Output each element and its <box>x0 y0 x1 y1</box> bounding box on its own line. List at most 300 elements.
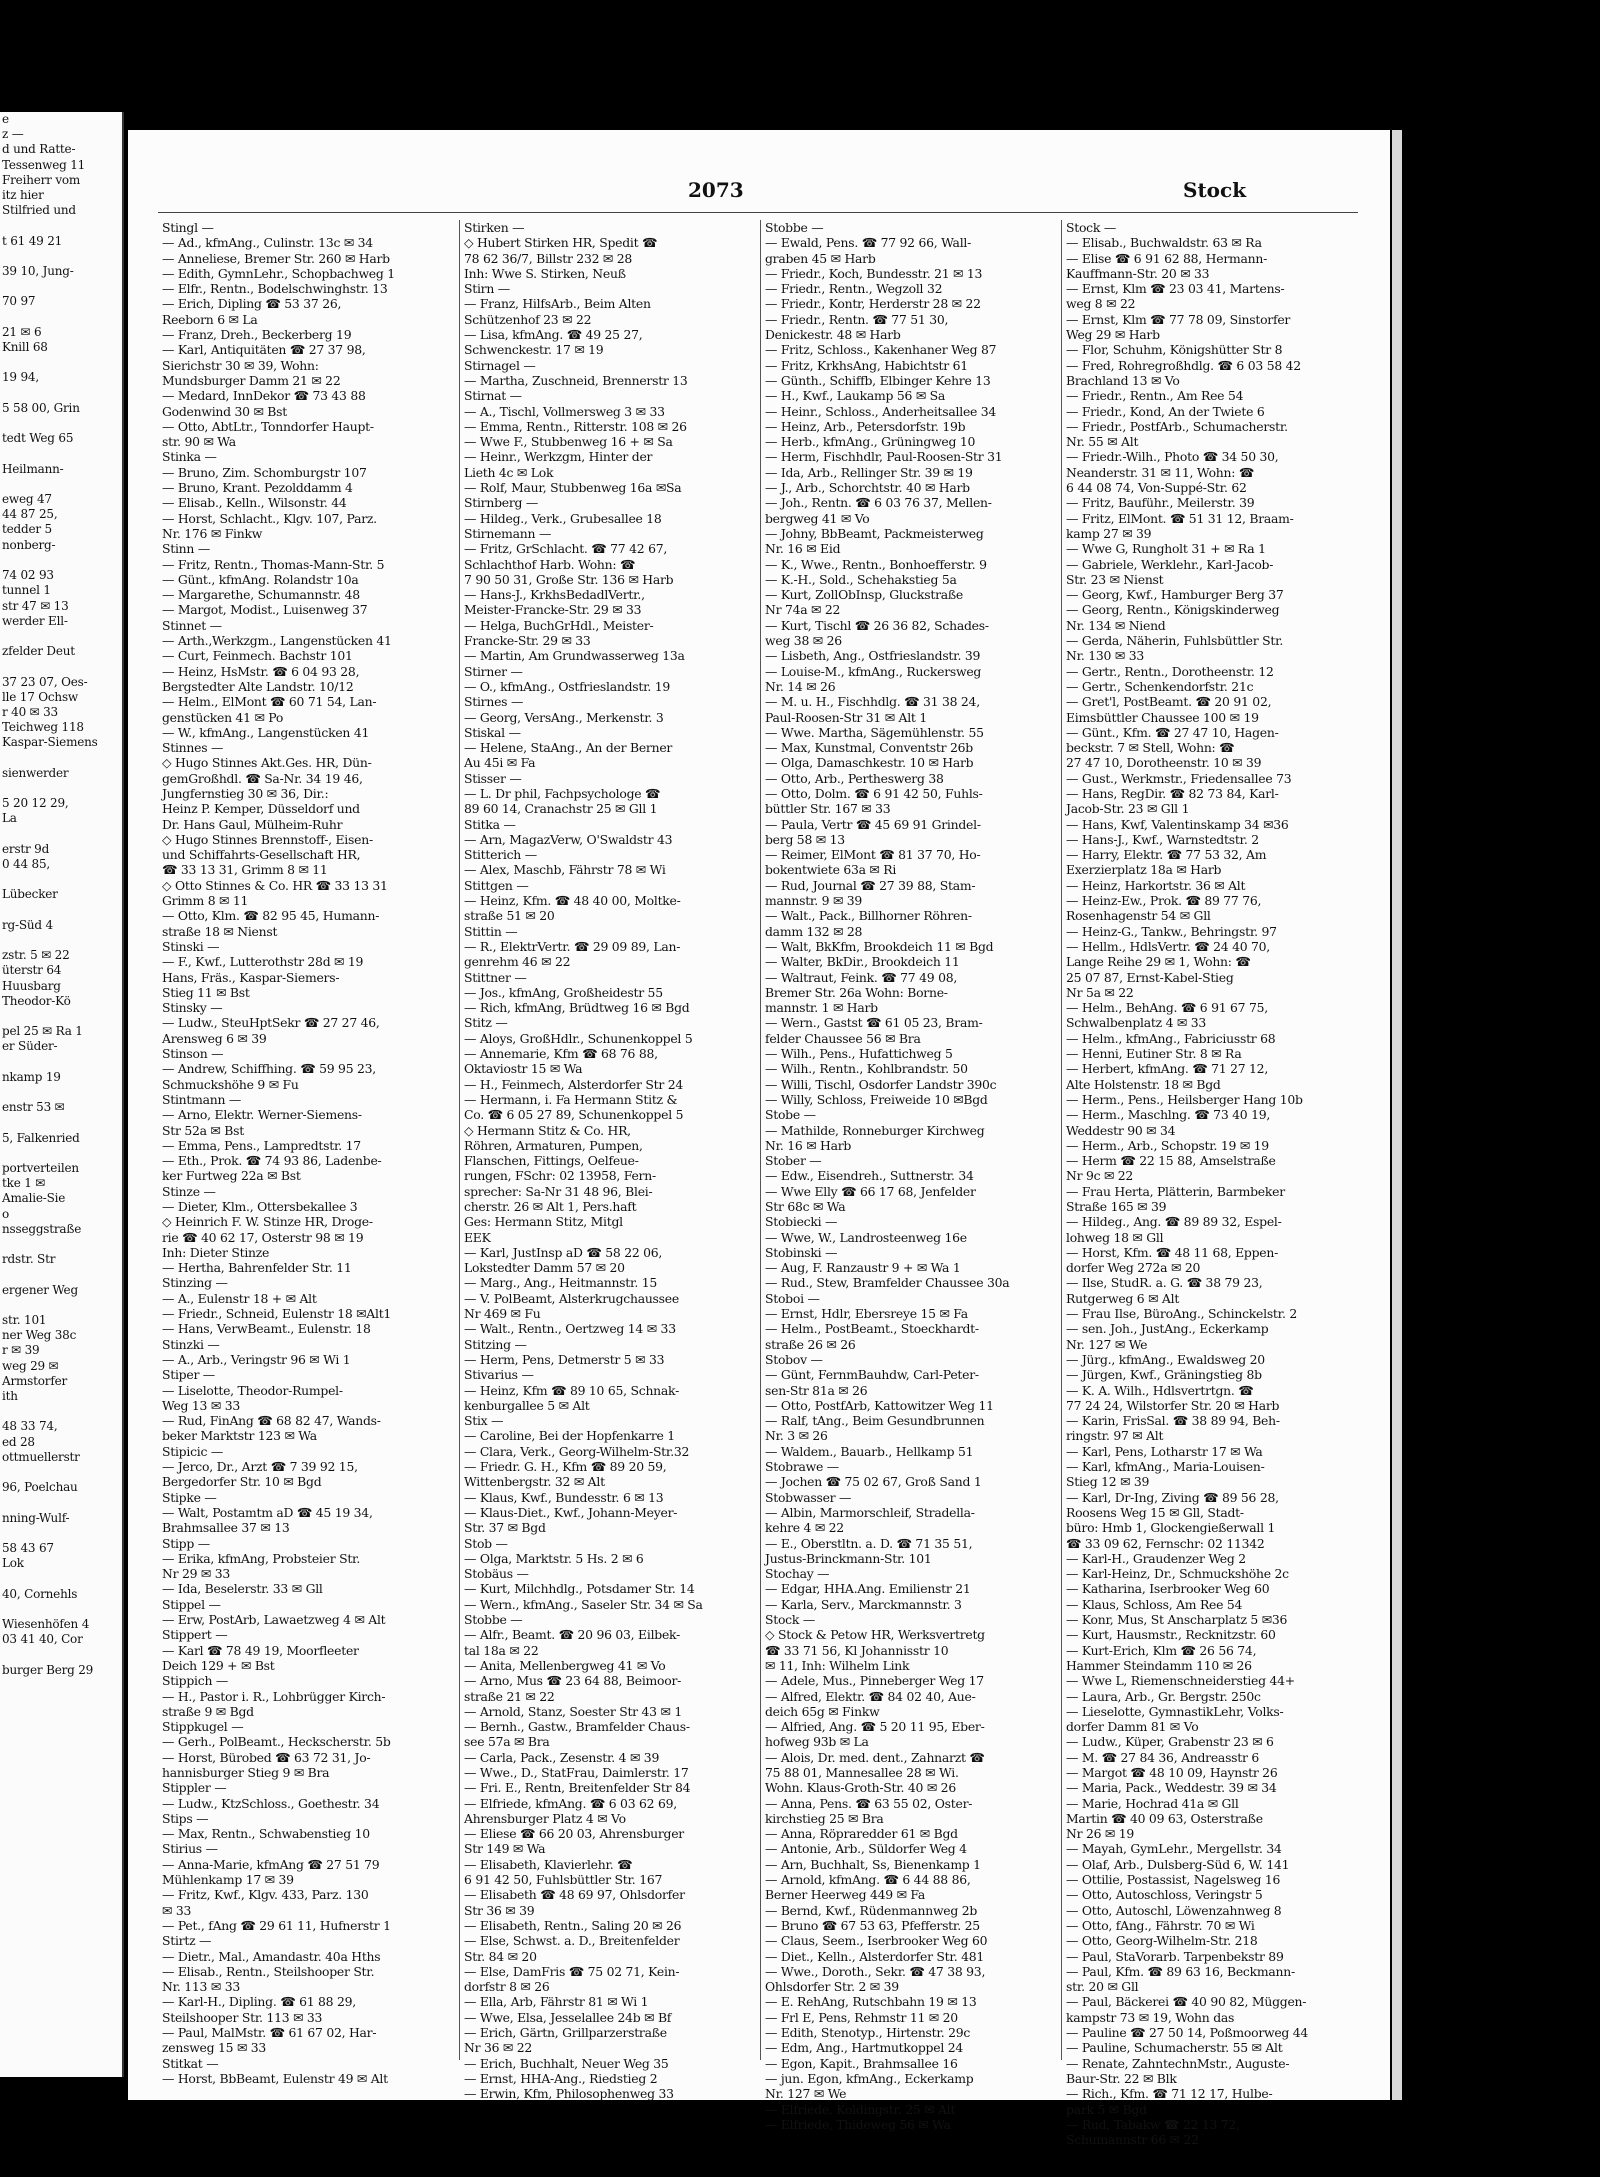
directory-entry-line: — Wwe., Doroth., Sekr. ☎ 47 38 93, <box>765 1963 986 1979</box>
directory-entry-line: — Friedr., Koch, Bundesstr. 21 ✉ 13 <box>765 265 983 281</box>
directory-entry-line: — Günt., Kfm. ☎ 27 47 10, Hagen- <box>1066 724 1279 740</box>
directory-entry-line: — Heinz, Kfm ☎ 89 10 65, Schnak- <box>464 1382 680 1398</box>
directory-entry-line: — Otto, PostfArb, Kattowitzer Weg 11 <box>765 1397 994 1413</box>
left-page-line: burger Berg 29 <box>2 1662 94 1677</box>
directory-entry-line: Hans, Fräs., Kaspar-Siemers- <box>162 969 340 985</box>
directory-entry-line: Ohlsdorfer Str. 2 ✉ 39 <box>765 1979 899 1995</box>
directory-entry-line: — Helm., BehAng. ☎ 6 91 67 75, <box>1066 1000 1268 1016</box>
directory-entry-line: Stittin — <box>464 923 518 939</box>
directory-entry-line: — Günth., Schiffb, Elbinger Kehre 13 <box>765 372 991 388</box>
left-page-line: zfelder Deut <box>2 644 75 659</box>
directory-entry-line: 7 90 50 31, Große Str. 136 ✉ Harb <box>464 571 674 587</box>
directory-entry-line: str. 20 ✉ Gll <box>1066 1979 1139 1995</box>
directory-entry-line: — Medard, InnDekor ☎ 73 43 88 <box>162 388 366 404</box>
directory-entry-line: — Aug, F. Ranzaustr 9 + ✉ Wa 1 <box>765 1260 961 1276</box>
directory-entry-line: Brachland 13 ✉ Vo <box>1066 372 1180 388</box>
directory-entry-line: — Herm, Pens, Detmerstr 5 ✉ 33 <box>464 1351 665 1367</box>
directory-entry-line: — Marie, Hochrad 41a ✉ Gll <box>1066 1795 1239 1811</box>
page-header <box>128 178 1390 208</box>
directory-entry-line: — Olga, Marktstr. 5 Hs. 2 ✉ 6 <box>464 1550 644 1566</box>
directory-entry-line: — Bernd, Kwf., Rüdenmannweg 2b <box>765 1902 978 1918</box>
directory-entry-line: — Martha, Zuschneid, Brennerstr 13 <box>464 372 688 388</box>
directory-entry-line: — Carla, Pack., Zesenstr. 4 ✉ 39 <box>464 1749 660 1765</box>
directory-entry-line: — Ernst, Hdlr, Ebersreye 15 ✉ Fa <box>765 1306 968 1322</box>
directory-entry-line: — Edith, GymnLehr., Schopbachweg 1 <box>162 265 395 281</box>
directory-entry-line: — Friedr., Kontr, Herderstr 28 ✉ 22 <box>765 296 981 312</box>
left-page-line <box>0 1146 122 1161</box>
left-page-line: La <box>2 811 17 826</box>
directory-entry-line: — Heinr., Schloss., Anderheitsallee 34 <box>765 403 997 419</box>
directory-entry-line: — Karl-Heinz, Dr., Schmuckshöhe 2c <box>1066 1566 1289 1582</box>
directory-entry-line: Stirner — <box>464 663 523 679</box>
directory-entry-line: — Paul, StaVorarb. Tarpenbekstr 89 <box>1066 1948 1284 1964</box>
directory-entry-line: — Klaus-Diet., Kwf., Johann-Meyer- <box>464 1504 678 1520</box>
directory-entry-line: — Claus, Seem., Iserbrooker Weg 60 <box>765 1933 988 1949</box>
directory-entry-line: — Wwe, W., Landrosteenweg 16e <box>765 1229 967 1245</box>
directory-entry-line: Röhren, Armaturen, Pumpen, <box>464 1137 643 1153</box>
directory-entry-line: — Marg., Ang., Heitmannstr. 15 <box>464 1275 657 1291</box>
directory-entry-line: Stitzing — <box>464 1336 527 1352</box>
directory-entry-line: — Helm., kfmAng., Fabriciusstr 68 <box>1066 1030 1276 1046</box>
directory-entry-line: — F., Kwf., Lutterothstr 28d ✉ 19 <box>162 954 364 970</box>
running-head: Stock <box>1183 178 1247 202</box>
directory-entry-line: Weddestr 90 ✉ 34 <box>1066 1122 1176 1138</box>
directory-entry-line: — Karin, FrisSal. ☎ 38 89 94, Beh- <box>1066 1413 1280 1429</box>
directory-entry-line: — Alois, Dr. med. dent., Zahnarzt ☎ <box>765 1749 985 1765</box>
directory-entry-line: Exerzierplatz 18a ✉ Harb <box>1066 862 1222 878</box>
left-page-line: 5, Falkenried <box>2 1130 80 1145</box>
directory-entry-line: — Franz, HilfsArb., Beim Alten <box>464 296 651 312</box>
directory-columns <box>158 220 1363 2148</box>
directory-entry-line: — Heinr., Werkzgm, Hinter der <box>464 449 653 465</box>
directory-entry-line: Stinson — <box>162 1046 224 1062</box>
directory-entry-line: Steilshooper Str. 113 ✉ 33 <box>162 2009 323 2025</box>
directory-entry-line: — Fritz, GrSchlacht. ☎ 77 42 67, <box>464 541 668 557</box>
directory-entry-line: sen-Str 81a ✉ 26 <box>765 1382 868 1398</box>
directory-entry-line: — Clara, Verk., Georg-Wilhelm-Str.32 <box>464 1443 690 1459</box>
left-page-line: 70 97 <box>2 294 36 309</box>
directory-entry-line: Weg 13 ✉ 33 <box>162 1397 240 1413</box>
directory-entry-line: — Ernst, Klm ☎ 23 03 41, Martens- <box>1066 281 1285 297</box>
directory-entry-line: — Otto, Dolm. ☎ 6 91 42 50, Fuhls- <box>765 785 983 801</box>
left-page-line <box>0 446 122 461</box>
left-page-line: Teichweg 118 <box>2 720 84 735</box>
directory-entry-line: Stobe — <box>765 1107 816 1123</box>
directory-column-4 <box>1061 220 1342 2148</box>
directory-entry-line: — Paul, Bäckerei ☎ 40 90 82, Müggen- <box>1066 1994 1307 2010</box>
directory-entry-line: — Ida, Beselerstr. 33 ✉ Gll <box>162 1581 323 1597</box>
directory-entry-line: — Annemarie, Kfm ☎ 68 76 88, <box>464 1046 658 1062</box>
directory-entry-line: — Otto, Georg-Wilhelm-Str. 218 <box>1066 1933 1258 1949</box>
directory-entry-line: Co. ☎ 6 05 27 89, Schunenkoppel 5 <box>464 1107 684 1123</box>
left-page-line <box>0 218 122 233</box>
directory-entry-line: — Herm., Pens., Heilsberger Hang 10b <box>1066 1091 1303 1107</box>
directory-entry-line: — J., Arb., Schorchtstr. 40 ✉ Harb <box>765 480 970 496</box>
directory-entry-line: — Pet., fAng ☎ 29 61 11, Hufnerstr 1 <box>162 1917 391 1933</box>
directory-entry-line: Wohn. Klaus-Groth-Str. 40 ✉ 26 <box>765 1780 956 1796</box>
directory-entry-line: Schwenckestr. 17 ✉ 19 <box>464 342 604 358</box>
directory-entry-line: — Ella, Arb, Fährstr 81 ✉ Wi 1 <box>464 1994 649 2010</box>
left-page-line: 5 20 12 29, <box>2 796 69 811</box>
directory-entry-line: Nr. 3 ✉ 26 <box>765 1428 828 1444</box>
left-page-line: lle 17 Ochsw <box>2 689 78 704</box>
directory-entry-line: Ahrensburger Platz 4 ✉ Vo <box>464 1810 626 1826</box>
directory-entry-line: cherstr. 26 ✉ Alt 1, Pers.haft <box>464 1199 637 1214</box>
directory-entry-line: — Klaus, Schloss, Am Ree 54 <box>1066 1596 1243 1612</box>
directory-entry-line: rie ☎ 40 62 17, Osterstr 98 ✉ 19 <box>162 1229 364 1245</box>
directory-entry-line: — H., Pastor i. R., Lohbrügger Kirch- <box>162 1688 386 1704</box>
directory-entry-line: — Paula, Vertr ☎ 45 69 91 Grindel- <box>765 816 981 832</box>
directory-entry-line: — V. PolBeamt, Alsterkrugchaussee <box>464 1290 679 1306</box>
left-page-line: Theodor-Kö <box>2 993 71 1008</box>
directory-entry-line: 25 07 87, Ernst-Kabel-Stieg <box>1066 969 1234 985</box>
directory-entry-line: — Waldem., Bauarb., Hellkamp 51 <box>765 1443 974 1459</box>
directory-entry-line: — Alfred, Elektr. ☎ 84 02 40, Aue- <box>765 1688 976 1704</box>
directory-entry-line: Nr. 127 ✉ We <box>765 2086 847 2102</box>
directory-entry-line: ker Furtweg 22a ✉ Bst <box>162 1168 301 1184</box>
left-page-line <box>0 1115 122 1130</box>
directory-entry-line: — Edgar, HHA.Ang. Emilienstr 21 <box>765 1581 971 1597</box>
directory-entry-line: Stock — <box>1066 220 1116 235</box>
directory-entry-line: — Gret'l, PostBeamt. ☎ 20 91 02, <box>1066 694 1272 710</box>
directory-entry-line: — Antonie, Arb., Süldorfer Weg 4 <box>765 1841 967 1857</box>
directory-entry-line: Stinka — <box>162 449 217 465</box>
directory-entry-line: Stirnemann — <box>464 525 552 541</box>
left-page-line: Lübecker <box>2 887 58 902</box>
directory-entry-line: — Alfr., Beamt. ☎ 20 96 03, Eilbek- <box>464 1627 681 1643</box>
left-page-line: 39 10, Jung- <box>2 264 74 279</box>
directory-entry-line: Stix — <box>464 1413 504 1429</box>
directory-entry-line: weg 8 ✉ 22 <box>1066 296 1136 312</box>
directory-entry-line: Schumannstr 66 ✉ 22 <box>1066 2132 1199 2148</box>
directory-entry-line: — Wwe F., Stubbenweg 16 + ✉ Sa <box>464 434 673 450</box>
directory-entry-line: — Elisabeth, Rentn., Saling 20 ✉ 26 <box>464 1917 682 1933</box>
directory-entry-line: — Karl, Antiquitäten ☎ 27 37 98, <box>162 342 366 358</box>
directory-entry-line: Stitka — <box>464 816 516 832</box>
directory-entry-line: — Herm ☎ 22 15 88, Amselstraße <box>1066 1153 1276 1169</box>
directory-entry-line: Stirn — <box>464 281 510 297</box>
directory-entry-line: — Friedr., Schneid, Eulenstr 18 ✉Alt1 <box>162 1306 392 1322</box>
directory-entry-line: ◇ Stock & Petow HR, Werksvertretg <box>765 1627 985 1643</box>
directory-entry-line: Stippler — <box>162 1780 227 1796</box>
directory-entry-line: Paul-Roosen-Str 31 ✉ Alt 1 <box>765 709 927 725</box>
directory-entry-line: Hammer Steindamm 110 ✉ 26 <box>1066 1657 1252 1673</box>
directory-entry-line: — Lisa, kfmAng. ☎ 49 25 27, <box>464 327 643 343</box>
directory-entry-line: Stobinski — <box>765 1244 838 1260</box>
directory-entry-line: Nr. 176 ✉ Finkw <box>162 525 263 541</box>
directory-entry-line: beckstr. 7 ✉ Stell, Wohn: ☎ <box>1066 740 1235 756</box>
directory-entry-line: — Otto, Autoschloss, Veringstr 5 <box>1066 1887 1263 1903</box>
directory-entry-line: — Flor, Schuhm, Königshütter Str 8 <box>1066 342 1283 358</box>
directory-entry-line: ✉ 11, Inh: Wilhelm Link <box>765 1657 910 1673</box>
directory-entry-line: Bergstedter Alte Landstr. 10/12 <box>162 678 354 694</box>
directory-entry-line: — Katharina, Iserbrooker Weg 60 <box>1066 1581 1270 1597</box>
left-page-line: nonberg- <box>2 537 56 552</box>
directory-entry-line: 27 47 10, Dorotheenstr. 10 ✉ 39 <box>1066 755 1262 771</box>
directory-entry-line: — Ottilie, Postassist, Nagelsweg 16 <box>1066 1872 1281 1888</box>
directory-entry-line: — Wwe G, Rungholt 31 + ✉ Ra 1 <box>1066 541 1266 557</box>
directory-entry-line: kehre 4 ✉ 22 <box>765 1520 844 1536</box>
left-page-line <box>0 1267 122 1282</box>
directory-entry-line: — Ludw., Küper, Grabenstr 23 ✉ 6 <box>1066 1734 1274 1750</box>
directory-entry-line: — Erich, Dipling ☎ 53 37 26, <box>162 296 342 312</box>
directory-entry-line: — Jos., kfmAng, Großheidestr 55 <box>464 984 663 1000</box>
directory-entry-line: — Rolf, Maur, Stubbenweg 16a ✉Sa <box>464 480 682 496</box>
left-page-line <box>0 827 122 842</box>
directory-entry-line: Jungfernstieg 30 ✉ 36, Dir.: <box>162 785 329 801</box>
directory-entry-line: — Otto, Arb., Pertheswerg 38 <box>765 770 944 786</box>
directory-entry-line: — Elisabeth ☎ 48 69 97, Ohlsdorfer <box>464 1887 685 1903</box>
directory-entry-line: — Ida, Arb., Rellinger Str. 39 ✉ 19 <box>765 464 973 480</box>
directory-entry-line: — Fritz, Rentn., Thomas-Mann-Str. 5 <box>162 556 385 572</box>
directory-entry-line: — Friedr.-Wilh., Photo ☎ 34 50 30, <box>1066 449 1279 465</box>
directory-entry-line: — Elfriede, Koldingstr. 25 ✉ Alt <box>765 2101 956 2117</box>
directory-entry-line: — Ad., kfmAng., Culinstr. 13c ✉ 34 <box>162 235 373 251</box>
directory-entry-line: — K.-H., Sold., Schehakstieg 5a <box>765 571 957 587</box>
directory-entry-line: — Rud., Stew, Bramfelder Chaussee 30a <box>765 1275 1010 1291</box>
directory-entry-line: — Rud, Journal ☎ 27 39 88, Stam- <box>765 877 976 893</box>
left-page-line: Amalie-Sie <box>2 1191 66 1206</box>
directory-entry-line: Str. 37 ✉ Bgd <box>464 1520 546 1536</box>
directory-entry-line: — Mathilde, Ronneburger Kirchweg <box>765 1122 985 1138</box>
directory-entry-line: ◇ Hugo Stinnes Brennstoff-, Eisen- <box>162 831 373 847</box>
directory-entry-line: — Arno, Mus ☎ 23 64 88, Beimoor- <box>464 1673 682 1689</box>
directory-entry-line: Nr 469 ✉ Fu <box>464 1306 541 1322</box>
directory-entry-line: — Günt., kfmAng. Rolandstr 10a <box>162 571 359 587</box>
directory-entry-line: Mühlenkamp 17 ✉ 39 <box>162 1872 294 1888</box>
directory-entry-line: ◇ Heinrich F. W. Stinze HR, Droge- <box>162 1214 373 1230</box>
directory-entry-line: — Edith, Stenotyp., Hirtenstr. 29c <box>765 2025 971 2041</box>
directory-entry-line: — Dietr., Mal., Amandastr. 40a Hths <box>162 1948 381 1964</box>
directory-entry-line: — Lieselotte, GymnastikLehr, Volks- <box>1066 1703 1284 1719</box>
left-page-line <box>0 781 122 796</box>
directory-entry-line: 6 91 42 50, Fuhlsbüttler Str. 167 <box>464 1872 663 1888</box>
directory-entry-line: Stirius — <box>162 1841 218 1857</box>
directory-entry-line: — Herbert, kfmAng. ☎ 71 27 12, <box>1066 1061 1269 1077</box>
directory-entry-line: — Rud, Tabakw ☎ 22 13 72, <box>1066 2116 1240 2132</box>
directory-entry-line: — Fritz, Bauführ., Meilerstr. 39 <box>1066 495 1255 511</box>
directory-entry-line: — Hans-J., Kwf., Warnstedtstr. 2 <box>1066 831 1259 847</box>
directory-entry-line: — Herb., kfmAng., Grüningweg 10 <box>765 434 976 450</box>
directory-entry-line: — Hildeg., Verk., Grubesallee 18 <box>464 510 662 526</box>
directory-entry-line: — Olaf, Arb., Dulsberg-Süd 6, W. 141 <box>1066 1856 1290 1872</box>
directory-entry-line: straße 26 ✉ 26 <box>765 1336 856 1352</box>
directory-entry-line: — Kurt, ZollObInsp, Gluckstraße <box>765 587 963 603</box>
directory-entry-line: Stitkat — <box>162 2055 219 2071</box>
left-page-line <box>0 1055 122 1070</box>
directory-entry-line: Stobbe — <box>765 220 824 235</box>
directory-entry-line: Stobrawe — <box>765 1459 839 1475</box>
directory-entry-line: Nr. 113 ✉ 33 <box>162 1979 240 1995</box>
directory-entry-line: bergweg 41 ✉ Vo <box>765 510 870 526</box>
directory-entry-line: — Ernst, HHA-Ang., Riedstieg 2 <box>464 2070 658 2086</box>
directory-entry-line: — Alex, Maschb, Fährstr 78 ✉ Wi <box>464 862 666 878</box>
directory-entry-line: — Günt, FernmBauhdw, Carl-Peter- <box>765 1367 979 1383</box>
directory-entry-line: — Wwe., D., StatFrau, Daimlerstr. 17 <box>464 1764 689 1780</box>
directory-entry-line: — Eliese ☎ 66 20 03, Ahrensburger <box>464 1826 684 1842</box>
directory-entry-line: Lokstedter Damm 57 ✉ 20 <box>464 1260 625 1276</box>
directory-entry-line: — Walt, Postamtm aD ☎ 45 19 34, <box>162 1504 373 1520</box>
directory-entry-line: Neanderstr. 31 ✉ 11, Wohn: ☎ <box>1066 464 1255 480</box>
directory-entry-line: Stitz — <box>464 1015 508 1031</box>
directory-entry-line: — Arnold, Stanz, Soester Str 43 ✉ 1 <box>464 1703 682 1719</box>
directory-entry-line: Grimm 8 ✉ 11 <box>162 893 249 909</box>
left-page-line: zstr. 5 ✉ 22 <box>2 948 70 963</box>
directory-entry-line: Martin ☎ 40 09 63, Osterstraße <box>1066 1810 1263 1826</box>
directory-entry-line: Meister-Francke-Str. 29 ✉ 33 <box>464 602 642 618</box>
left-page-line: ith <box>2 1389 18 1404</box>
directory-entry-line: — E. RehAng, Rutschbahn 19 ✉ 13 <box>765 1994 977 2010</box>
directory-entry-line: Kauffmann-Str. 20 ✉ 33 <box>1066 265 1210 281</box>
directory-entry-line: — Elfriede, Thideweg 56 ✉ Wa <box>765 2116 951 2132</box>
directory-entry-line: — R., ElektrVertr. ☎ 29 09 89, Lan- <box>464 938 681 954</box>
directory-entry-line: Stobbe — <box>464 1612 523 1628</box>
directory-entry-line: Stingl — <box>162 220 214 235</box>
directory-entry-line: — Edw., Eisendreh., Suttnerstr. 34 <box>765 1168 974 1184</box>
directory-entry-line: Str 52a ✉ Bst <box>162 1122 244 1138</box>
directory-entry-line: — Laura, Arb., Gr. Bergstr. 250c <box>1066 1688 1261 1704</box>
directory-entry-line: — Helm., PostBeamt., Stoeckhardt- <box>765 1321 979 1337</box>
directory-entry-line: — Margot, Modist., Luisenweg 37 <box>162 602 368 618</box>
directory-entry-line: — Ludw., KtzSchloss., Goethestr. 34 <box>162 1795 380 1811</box>
directory-entry-line: genrehm 46 ✉ 22 <box>464 954 571 970</box>
directory-entry-line: Nr 9c ✉ 22 <box>1066 1168 1134 1184</box>
directory-entry-line: — Georg, VersAng., Merkenstr. 3 <box>464 709 664 725</box>
directory-entry-line: Wittenbergstr. 32 ✉ Alt <box>464 1474 605 1490</box>
directory-entry-line: — Anneliese, Bremer Str. 260 ✉ Harb <box>162 250 390 266</box>
left-page-line: nkamp 19 <box>2 1069 61 1084</box>
directory-entry-line: Rutgerweg 6 ✉ Alt <box>1066 1290 1180 1306</box>
directory-entry-line: Stob — <box>464 1535 508 1551</box>
left-page-line <box>0 1465 122 1480</box>
directory-entry-line: — Joh., Rentn. ☎ 6 03 76 37, Mellen- <box>765 495 992 511</box>
directory-entry-line: Stivarius — <box>464 1367 534 1383</box>
left-page-line: pel 25 ✉ Ra 1 <box>2 1024 83 1039</box>
directory-entry-line: — Elisab., Kelln., Wilsonstr. 44 <box>162 495 347 511</box>
directory-entry-line: 75 88 01, Mannesallee 28 ✉ Wi. <box>765 1764 959 1780</box>
directory-entry-line: — Albin, Marmorschleif, Stradella- <box>765 1504 975 1520</box>
left-page-line: z — <box>2 127 24 142</box>
left-page-line: 74 02 93 <box>2 568 54 583</box>
directory-entry-line: Nr. 130 ✉ 33 <box>1066 648 1144 664</box>
directory-entry-line: hannisburger Stieg 9 ✉ Bra <box>162 1764 330 1780</box>
directory-entry-line: straße 9 ✉ Bgd <box>162 1703 254 1719</box>
left-page-line: r 40 ✉ 33 <box>2 704 58 719</box>
directory-entry-line: Inh: Dieter Stinze <box>162 1244 270 1260</box>
directory-entry-line: — Else, Schwst. a. D., Breitenfelder <box>464 1933 680 1949</box>
directory-entry-line: Berner Heerweg 449 ✉ Fa <box>765 1887 926 1903</box>
directory-entry-line: Francke-Str. 29 ✉ 33 <box>464 633 591 649</box>
directory-entry-line: — Helga, BuchGrHdl., Meister- <box>464 617 654 633</box>
left-page-line: sienwerder <box>2 765 69 780</box>
left-page-line <box>0 386 122 401</box>
directory-entry-line: ☎ 33 09 62, Fernschr: 02 11342 <box>1066 1535 1265 1551</box>
left-page-line: t 61 49 21 <box>2 233 63 248</box>
directory-entry-line: — Wilh., Rentn., Kohlbrandstr. 50 <box>765 1061 968 1077</box>
directory-entry-line: — Bruno, Zim. Schomburgstr 107 <box>162 464 367 480</box>
directory-entry-line: — Bruno, Krant. Pezolddamm 4 <box>162 480 353 496</box>
directory-entry-line: — Otto, Autoschl, Löwenzahnweg 8 <box>1066 1902 1282 1918</box>
directory-entry-line: — Karl-H., Dipling. ☎ 61 88 29, <box>162 1994 356 2010</box>
directory-entry-line: ringstr. 97 ✉ Alt <box>1066 1428 1164 1444</box>
left-page-line: Huusbarg <box>2 978 61 993</box>
directory-entry-line: — Curt, Feinmech. Bachstr 101 <box>162 648 353 664</box>
directory-entry-line: — Anna-Marie, kfmAng ☎ 27 51 79 <box>162 1856 380 1872</box>
directory-entry-line: — Jürgen, Kwf., Gräningstieg 8b <box>1066 1367 1262 1383</box>
directory-entry-line: — Elisab., Buchwaldstr. 63 ✉ Ra <box>1066 235 1262 251</box>
directory-entry-line: — Egon, Kapit., Brahmsallee 16 <box>765 2055 958 2071</box>
directory-entry-line: — Walter, BkDir., Brookdeich 11 <box>765 954 960 970</box>
directory-entry-line: Stipp — <box>162 1535 210 1551</box>
directory-entry-line: — Gabriele, Werklehr., Karl-Jacob- <box>1066 556 1274 572</box>
directory-entry-line: — Herm, Fischhdlr, Paul-Roosen-Str 31 <box>765 449 1003 465</box>
directory-entry-line: — E., Oberstltn. a. D. ☎ 71 35 51, <box>765 1535 973 1551</box>
directory-entry-line: 6 44 08 74, Von-Suppé-Str. 62 <box>1066 480 1247 496</box>
directory-entry-line: Schützenhof 23 ✉ 22 <box>464 311 592 327</box>
directory-entry-line: — Helm., ElMont ☎ 60 71 54, Lan- <box>162 694 377 710</box>
directory-entry-line: straße 21 ✉ 22 <box>464 1688 555 1704</box>
directory-entry-line: — Frau Ilse, BüroAng., Schinckelstr. 2 <box>1066 1306 1297 1322</box>
directory-entry-line: — Hertha, Bahrenfelder Str. 11 <box>162 1260 352 1276</box>
directory-entry-line: — Horst, Kfm. ☎ 48 11 68, Eppen- <box>1066 1244 1279 1260</box>
left-page-line: Stilfried und <box>2 203 76 218</box>
directory-entry-line: — Andrew, Schiffhing. ☎ 59 95 23, <box>162 1061 376 1077</box>
directory-entry-line: Stieg 11 ✉ Bst <box>162 984 250 1000</box>
left-page-line <box>0 416 122 431</box>
directory-entry-line: — Arth.,Werkzgm., Langenstücken 41 <box>162 633 392 649</box>
directory-entry-line: — Heinz, HsMstr. ☎ 6 04 93 28, <box>162 663 360 679</box>
left-page-line: e <box>2 112 9 126</box>
directory-page <box>128 130 1390 2148</box>
directory-entry-line: — Franz, Dreh., Beckerberg 19 <box>162 327 352 343</box>
directory-entry-line: — Mayah, GymLehr., Mergellstr. 34 <box>1066 1841 1282 1857</box>
left-page-line: tedt Weg 65 <box>2 431 74 446</box>
directory-entry-line: — Maria, Pack., Weddestr. 39 ✉ 34 <box>1066 1780 1277 1796</box>
directory-entry-line: Baur-Str. 22 ✉ Blk <box>1066 2070 1177 2086</box>
directory-entry-line: Straße 165 ✉ 39 <box>1066 1199 1167 1214</box>
left-page-line: 19 94, <box>2 370 39 385</box>
directory-entry-line: — Elisab., Rentn., Steilshooper Str. <box>162 1963 375 1979</box>
directory-entry-line: — M. u. H., Fischhdlg. ☎ 31 38 24, <box>765 694 980 710</box>
directory-entry-line: — Horst, BbBeamt, Eulenstr 49 ✉ Alt <box>162 2070 388 2086</box>
directory-entry-line: Reeborn 6 ✉ La <box>162 311 258 327</box>
directory-entry-line: — Martin, Am Grundwasserweg 13a <box>464 648 685 664</box>
page-number: 2073 <box>688 178 744 202</box>
left-page-line <box>0 1602 122 1617</box>
left-page-line: rdstr. Str <box>2 1252 56 1267</box>
left-page-line <box>0 249 122 264</box>
directory-entry-line: Stisser — <box>464 770 522 786</box>
directory-entry-line: ◇ Hubert Stirken HR, Spedit ☎ <box>464 235 658 251</box>
directory-entry-line: — Fred, Rohregroßhdlg. ☎ 6 03 58 42 <box>1066 357 1301 373</box>
left-page-line <box>0 477 122 492</box>
directory-entry-line: — Heinz-Ew., Prok. ☎ 89 77 76, <box>1066 893 1262 909</box>
left-page-line: Armstorfer <box>2 1373 68 1388</box>
directory-entry-line: bokentwiete 63a ✉ Ri <box>765 862 897 878</box>
directory-entry-line: — Friedr., Rentn. ☎ 77 51 30, <box>765 311 949 327</box>
directory-entry-line: — Gerda, Näherin, Fuhlsbüttler Str. <box>1066 633 1284 649</box>
left-page-line: Wiesenhöfen 4 <box>2 1617 90 1632</box>
directory-entry-line: Stippert — <box>162 1627 228 1643</box>
directory-entry-line: — Fritz, ElMont. ☎ 51 31 12, Braam- <box>1066 510 1294 526</box>
left-page-line: 21 ✉ 6 <box>2 324 42 339</box>
directory-entry-line: — Konr, Mus, St Anscharplatz 5 ✉36 <box>1066 1612 1288 1628</box>
directory-entry-line: str. 90 ✉ Wa <box>162 434 236 450</box>
directory-entry-line: — Paul, MalMstr. ☎ 61 67 02, Har- <box>162 2025 377 2041</box>
directory-entry-line: Nr. 16 ✉ Harb <box>765 1137 852 1153</box>
left-page-fragment <box>0 112 124 2077</box>
directory-entry-line: Stinnet — <box>162 617 222 633</box>
